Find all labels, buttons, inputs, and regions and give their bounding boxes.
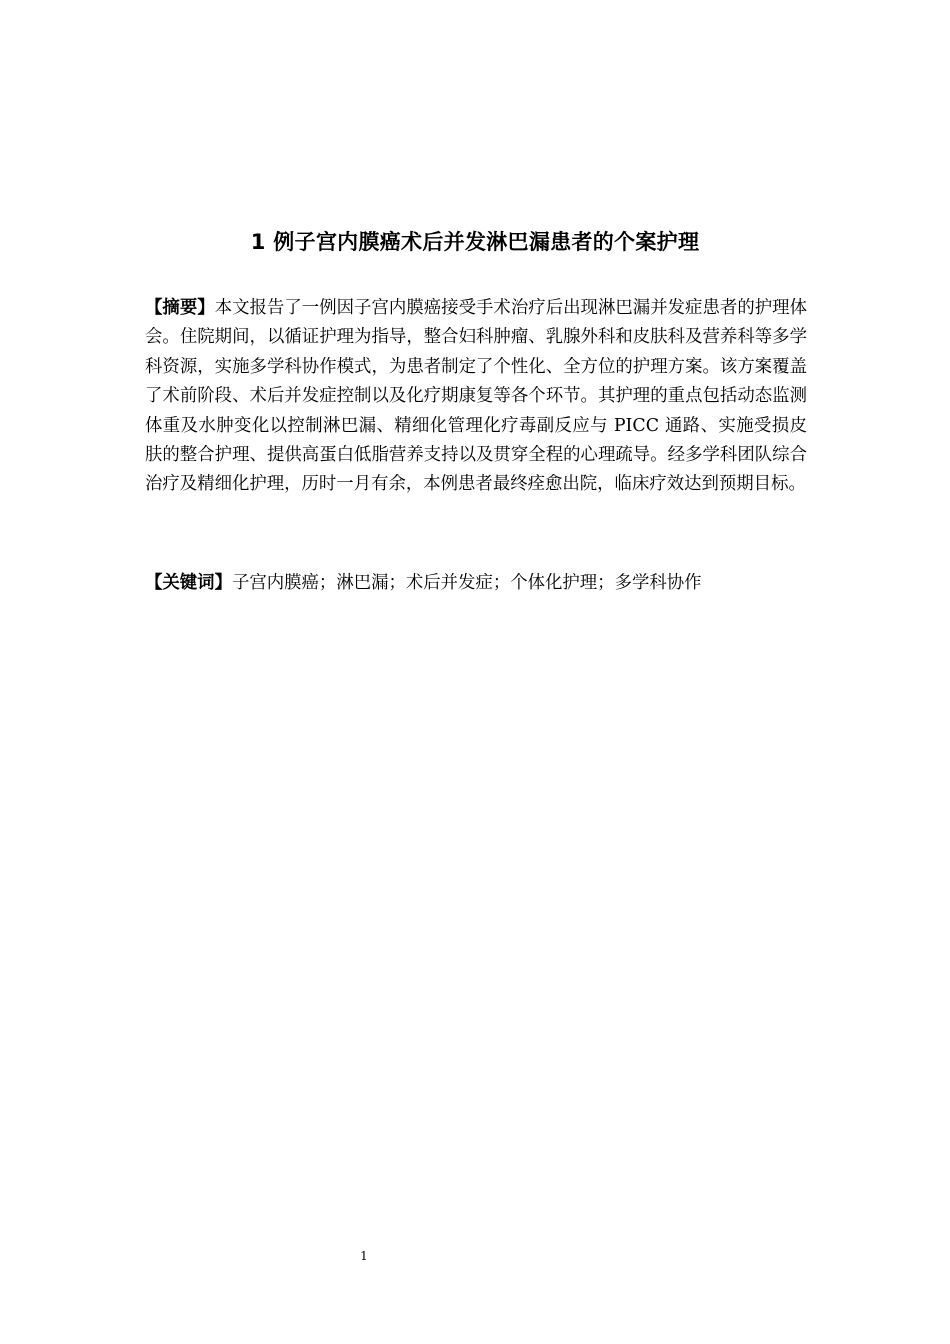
- document-title: 1 例子宫内膜癌术后并发淋巴漏患者的个案护理: [250, 230, 700, 254]
- keywords-text: 子宫内膜癌；淋巴漏；术后并发症；个体化护理；多学科协作: [231, 573, 702, 593]
- abstract-paragraph: [145, 294, 807, 500]
- abstract-label: 【摘要】: [145, 298, 215, 318]
- keywords-label: 【关键词】: [145, 573, 232, 593]
- abstract-text: 本文报告了一例因子宫内膜癌接受手术治疗后出现淋巴漏并发症患者的护理体会。住院期间，以循证护理为指导，整合妇科肿瘤、乳腺外科和皮肤科及营养科等多学科资源，实施多学科协作模式，为患者制定了个性化、全方位的护理方案。该方案覆盖了术前阶段、术后并发症控制以及化疗期康复等各个环节。其护理的重点包括动态监测体重及水肿变化以控制淋巴漏、精细化管理化疗毒副反应与 PICC 通路、实施受损皮肤的整合护理、提供高蛋白低脂营养支持以及贯穿全程的心理疏导。经多学科团队综合治疗及精细化护理，历时一月有余，本例患者最终痊愈出院，临床疗效达到预期目标。: [145, 298, 807, 495]
- page-number: 1: [360, 1249, 368, 1263]
- keywords-paragraph: [145, 569, 807, 598]
